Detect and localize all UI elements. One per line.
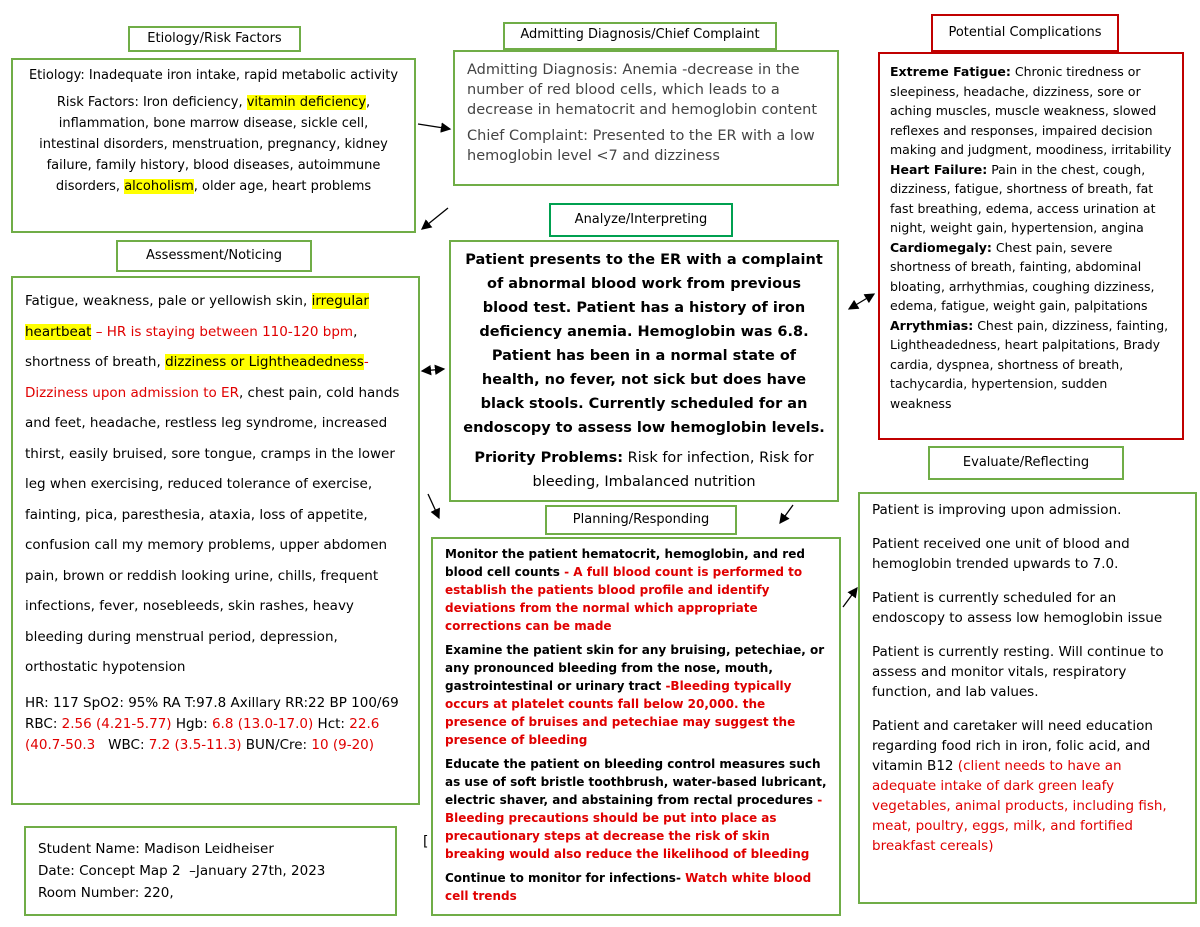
label-complications: Potential Complications bbox=[931, 14, 1119, 52]
complication-cardiomegaly: Cardiomegaly: Chest pain, severe shortness of breath, fainting, abdominal bloating, arrhythmias, coughing dizziness, edema, fatigue, weight gain, palpitations bbox=[890, 239, 1155, 313]
planning-box bbox=[431, 537, 841, 916]
arrow-analyze-complications bbox=[849, 294, 874, 309]
lab-values: RBC: 2.56 (4.21-5.77) Hgb: 6.8 (13.0-17.0) Hct: 22.6 (40.7-50.3 WBC: 7.2 (3.5-11.3) BUN/Cre: 10 (9-20) bbox=[25, 715, 380, 753]
label-planning: Planning/Responding bbox=[545, 505, 737, 535]
complication-heart-failure: Heart Failure: Pain in the chest, cough, dizziness, fatigue, shortness of breath, fat fast breathing, edema, access urination at night, weight gain, hypertension, angina bbox=[890, 161, 1156, 235]
vital-signs: HR: 117 SpO2: 95% RA T:97.8 Axillary RR:22 BP 100/69 bbox=[25, 694, 399, 711]
student-info-box bbox=[24, 826, 397, 916]
evaluate-box bbox=[858, 492, 1197, 904]
planning-item: Continue to monitor for infections- Watch white blood cell trends bbox=[445, 871, 812, 903]
admitting-box bbox=[453, 50, 839, 186]
student-name: Student Name: Madison Leidheiser bbox=[38, 841, 274, 857]
patient-summary: Patient presents to the ER with a complaint of abnormal blood work from previous blood test. Patient has a history of iron deficiency anemia. Hemoglobin was 6.8. Patient has been in a normal state of health, no fever, not sick but does have black stools. Currently scheduled for an endoscopy to assess low hemoglobin levels. bbox=[463, 252, 825, 436]
planning-item: Educate the patient on bleeding control measures such as use of soft bristle toothbrush, water-based lubricant, electric shaver, and abstaining from rectal procedures - Bleeding precautions should be put into place as precautionary steps at decrease the risk of skin breaking would also reduce the likelihood of bleeding bbox=[445, 757, 827, 861]
stray-mark: [ bbox=[423, 834, 429, 850]
label-assessment: Assessment/Noticing bbox=[116, 240, 312, 272]
complication-arrythmias: Arrythmias: Chest pain, dizziness, fainting, Lightheadedness, heart palpitations, Brady cardia, dyspnea, shortness of breath, tachycardia, hypertension, sudden weakness bbox=[890, 317, 1169, 411]
assessment-findings: Fatigue, weakness, pale or yellowish skin, irregular heartbeat – HR is staying between 110-120 bpm, shortness of breath, dizziness or Lightheadedness- Dizziness upon admission to ER, chest pain, cold hands and feet, headache, restless leg syndrome, increased thirst, easily bruised, sore tongue, cramps in the lower leg when exercising, reduced tolerance of exercise, fainting, pica, paresthesia, ataxia, loss of appetite, confusion call my memory problems, upper abdomen pain, brown or reddish looking urine, chills, frequent infections, fever, nosebleeds, skin rashes, heavy bleeding during menstrual period, depression, orthostatic hypotension bbox=[25, 293, 400, 675]
arrow-planning-evaluate bbox=[843, 588, 857, 607]
etiology-text: Etiology: Inadequate iron intake, rapid metabolic activity bbox=[28, 68, 399, 83]
evaluation-note: Patient is currently scheduled for an endoscopy to assess low hemoglobin issue bbox=[872, 590, 1163, 626]
label-analyze: Analyze/Interpreting bbox=[549, 203, 733, 237]
planning-item: Monitor the patient hematocrit, hemoglobin, and red blood cell counts - A full blood count is performed to establish the patients blood profile and identify deviations from the normal which appropriate corrections can be made bbox=[445, 547, 805, 633]
evaluation-note: Patient is currently resting. Will continue to assess and monitor vitals, respiratory function, and lab values. bbox=[872, 644, 1164, 700]
evaluation-note: Patient is improving upon admission. bbox=[872, 502, 1122, 518]
chief-complaint: Chief Complaint: Presented to the ER with a low hemoglobin level <7 and dizziness bbox=[467, 128, 815, 164]
arrow-etiology-to-admitting bbox=[418, 124, 450, 129]
arrow-assessment-planning bbox=[428, 494, 439, 518]
arrow-to-assessment bbox=[422, 208, 448, 229]
concept-map-date: Date: Concept Map 2 –January 27th, 2023 bbox=[38, 863, 326, 879]
room-number: Room Number: 220, bbox=[38, 885, 174, 901]
evaluation-note: Patient and caretaker will need education regarding food rich in iron, folic acid, and vitamin B12 (client needs to have an adequate intake of dark green leafy vegetables, animal products, including fish, meat, poultry, eggs, milk, and fortified breakfast cereals) bbox=[872, 718, 1167, 854]
complications-box bbox=[878, 52, 1184, 440]
admitting-diagnosis: Admitting Diagnosis: Anemia -decrease in the number of red blood cells, which leads to a decrease in hematocrit and hemoglobin content bbox=[467, 62, 818, 118]
assessment-box bbox=[11, 276, 420, 805]
risk-factors-text: Risk Factors: Iron deficiency, vitamin deficiency, inflammation, bone marrow disease, sickle cell, intestinal disorders, menstruation, pregnancy, kidney failure, family history, blood diseases, autoimmune disorders, alcoholism, older age, heart problems bbox=[39, 95, 388, 194]
arrow-analyze-planning bbox=[780, 505, 793, 523]
etiology-box bbox=[11, 58, 416, 233]
planning-item: Examine the patient skin for any bruising, petechiae, or any pronounced bleeding from the nose, mouth, gastrointestinal or urinary tract -Bleeding typically occurs at platelet counts fall below 20,000. the presence of bruises and petechiae may suggest the presence of bleeding bbox=[445, 643, 825, 747]
complication-extreme-fatigue: Extreme Fatigue: Chronic tiredness or sleepiness, headache, dizziness, sore or aching muscles, muscle weakness, slowed reflexes and responses, impaired decision making and judgment, moodiness, irritability bbox=[890, 64, 1172, 157]
label-evaluate: Evaluate/Reflecting bbox=[928, 446, 1124, 480]
evaluation-note: Patient received one unit of blood and hemoglobin trended upwards to 7.0. bbox=[872, 536, 1130, 572]
analyze-box bbox=[449, 240, 839, 502]
priority-problems: Priority Problems: Risk for infection, Risk for bleeding, Imbalanced nutrition bbox=[474, 450, 814, 490]
label-admitting: Admitting Diagnosis/Chief Complaint bbox=[503, 22, 777, 50]
label-etiology: Etiology/Risk Factors bbox=[128, 26, 301, 52]
arrow-assessment-analyze bbox=[422, 369, 444, 371]
